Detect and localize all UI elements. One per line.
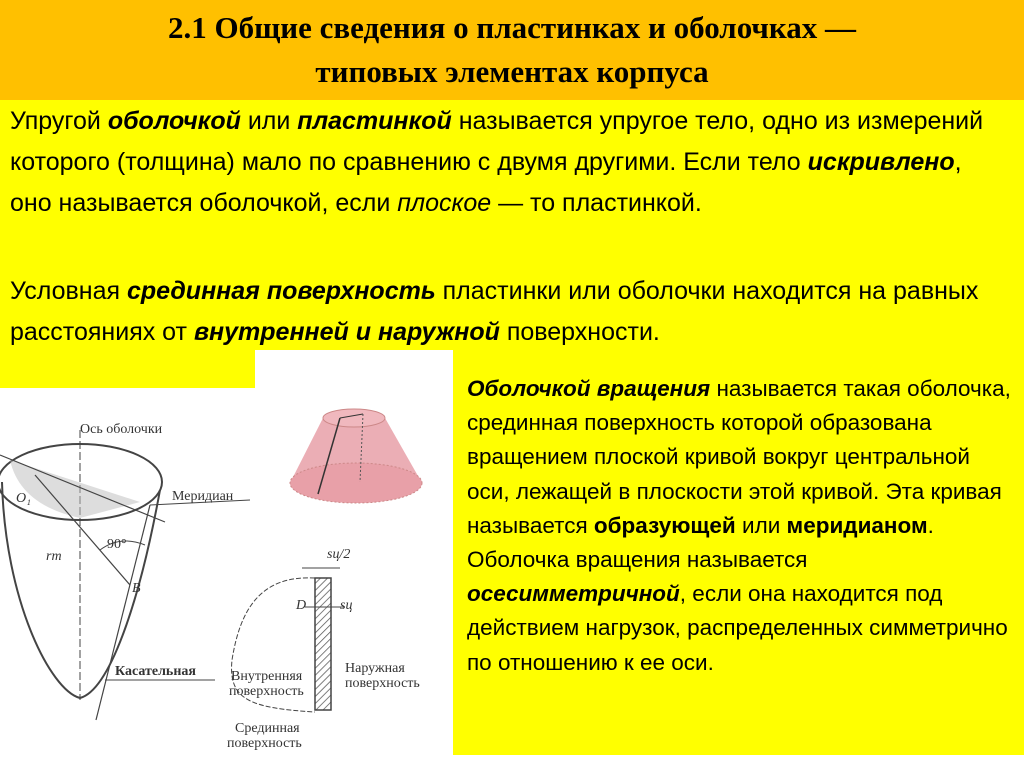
slide-title-line1: 2.1 Общие сведения о пластинках и оболочках — [167,10,857,45]
tangent-label: Касательная [115,664,196,679]
middle-surface-paragraph [10,271,1010,353]
outer-surface-label: Наружная [345,661,405,676]
middle-surface-label: Срединная [235,721,300,736]
term-middle-surface: срединная поверхность [126,277,436,305]
shell-diagram [0,422,250,720]
point-b-label: B [132,581,141,596]
half-thickness-label: sц/2 [327,547,351,562]
term-shell: оболочкой [107,107,241,135]
term-flat: плоское [397,189,492,217]
plate-section-diagram [227,547,420,751]
inner-surface-label: Внутренняя [231,669,303,684]
axis-label: Ось оболочки [80,422,163,437]
inner-surface-label-2: поверхность [229,684,304,699]
text: называется такая оболочка, срединная поверхность которой образована вращением плоской кривой вокруг центральной оси, лежащей в плоскости этой кривой. Эта кривая называется [467,376,1011,538]
text: — то пластинкой. [491,189,702,217]
meridian-label: Меридиан [172,489,234,504]
rotation-shell-paragraph [467,372,1017,680]
text: поверхности. [499,318,660,346]
text: , если она находится под действием нагрузок, распределенных симметрично по отношению к ее оси. [467,581,1008,675]
diagrams [0,388,453,767]
text: или [240,107,298,135]
term-plate: пластинкой [297,107,452,135]
term-inner-outer: внутренней и наружной [193,318,500,346]
thickness-label: sц [340,598,353,613]
text: или [735,512,787,538]
term-generatrix: образующей [593,512,736,538]
slide-title-line2: типовых элементах корпуса [315,54,709,89]
text: , оно называется оболочкой, если [10,148,962,217]
text: называется упругое тело, одно из измерений которого (толщина) мало по сравнению с двумя другими. Если тело [10,107,984,176]
middle-surface-label-2: поверхность [227,736,302,751]
term-meridian: меридианом [786,512,928,538]
d-label: D [296,598,307,613]
text: . Оболочка вращения называется [467,512,934,573]
term-axisymmetric: осесимметричной [467,581,680,607]
text-background-left [0,350,255,388]
outer-surface-label-2: поверхность [345,676,420,691]
text: пластинки или оболочки находится на равных расстояниях от [10,277,979,346]
text: Упругой [10,107,108,135]
truncated-cone-diagram [290,409,422,503]
text: Условная [10,277,127,305]
o1-label: O₁ [16,491,31,506]
term-curved: искривлено [807,148,955,176]
slide-title [0,0,1024,100]
rm-label: rm [46,549,62,564]
term-rotation-shell: Оболочкой вращения [467,376,711,401]
definition-paragraph [10,101,1010,224]
angle-label: 90° [107,537,127,552]
